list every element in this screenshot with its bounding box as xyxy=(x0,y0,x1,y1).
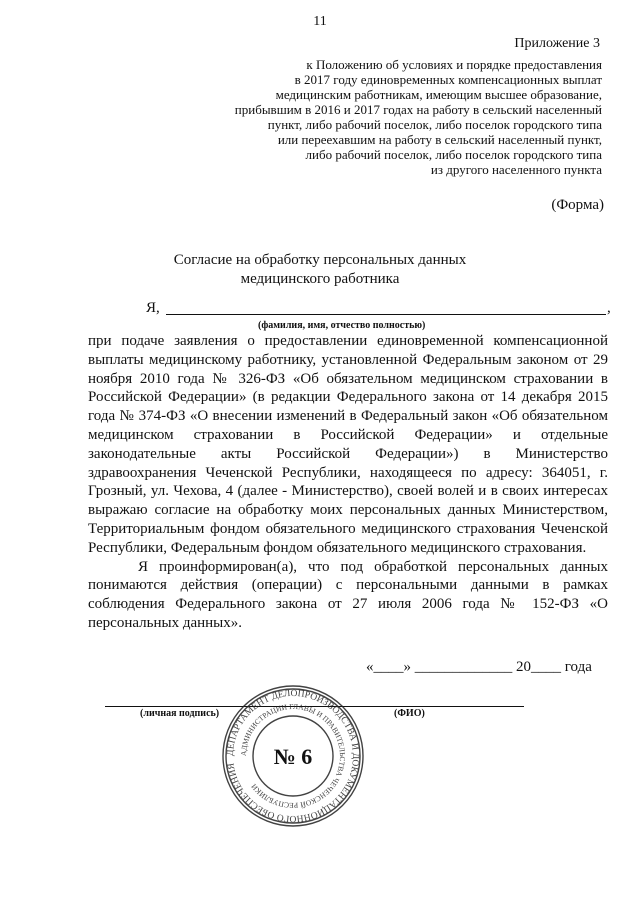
consent-comma: , xyxy=(607,300,611,316)
page-number: 11 xyxy=(313,14,327,29)
regulation-reference-line: пункт, либо рабочий поселок, либо поселок городского типа xyxy=(267,117,602,132)
stamp-outer-text: ДЕПАРТАМЕНТ ДЕЛОПРОИЗВОДСТВА И ДОКУМЕНТАЦИОННОГО ОБЕСПЕЧЕНИЯ xyxy=(225,688,361,824)
document-title xyxy=(100,251,540,289)
regulation-reference-line: из другого населенного пункта xyxy=(430,162,602,177)
date-line[interactable]: «____» _____________ 20____ года xyxy=(366,659,592,675)
regulation-reference-line: или переехавшим на работу в сельский населенный пункт, xyxy=(277,132,602,147)
consent-body xyxy=(88,332,608,633)
stamp-number: № 6 xyxy=(273,744,313,769)
regulation-reference xyxy=(182,57,602,177)
regulation-reference-line: к Положению об условиях и порядке предоставления xyxy=(306,57,602,72)
consent-paragraph: при подаче заявления о предоставлении единовременной компенсационной выплаты медицинскому работнику, установленной Федеральным законом от 29 ноября 2010 года № 326-ФЗ «Об обязательном медицинском страховании в Российской Федерации» (в редакции Федерального закона от 14 декабря 2015 года № 374-ФЗ «О внесении изменений в Федеральный закон «Об обязательном медицинском страховании в Российской Федерации» и отдельные законодательные акты Российской Федерации») в Министерство здравоохранения Чеченской Республики, находящееся по адресу: 364051, г. Грозный, ул. Чехова, 4 (далее - Министерство), своей волей и в своих интересах выражаю согласие на обработку моих персональных данных Министерством, Территориальным фондом обязательного медицинского страхования Чеченской Республики, Федеральным фондом обязательного медицинского страхования. xyxy=(88,333,608,556)
full-name-blank[interactable] xyxy=(166,314,606,315)
document-title-line: медицинского работника xyxy=(240,271,400,287)
official-stamp xyxy=(218,681,368,831)
regulation-reference-line: либо рабочий поселок, либо поселок городского типа xyxy=(305,147,602,162)
regulation-reference-line: прибывшим в 2016 и 2017 годах на работу в сельский населенный xyxy=(234,102,602,117)
consent-name-line xyxy=(88,300,611,320)
fio-hint: (ФИО) xyxy=(394,708,425,719)
form-label: (Форма) xyxy=(551,197,604,213)
regulation-reference-line: медицинским работникам, имеющим высшее образование, xyxy=(275,87,602,102)
informed-paragraph: Я проинформирован(а), что под обработкой персональных данных понимаются действия (операции) с персональными данными в рамках соблюдения Федерального закона от 27 июля 2006 года № 152-ФЗ «О персональных данных». xyxy=(88,558,608,631)
stamp-inner-text: АДМИНИСТРАЦИИ ГЛАВЫ И ПРАВИТЕЛЬСТВА ЧЕЧЕНСКОЙ РЕСПУБЛИКИ xyxy=(238,701,348,811)
signature-hint: (личная подпись) xyxy=(140,708,220,719)
full-name-hint: (фамилия, имя, отчество полностью) xyxy=(258,320,426,331)
regulation-reference-line: в 2017 году единовременных компенсационных выплат xyxy=(294,72,602,87)
consent-prefix: Я, xyxy=(146,300,160,316)
document-title-line: Согласие на обработку персональных данных xyxy=(173,252,467,268)
appendix-label: Приложение 3 xyxy=(514,36,600,51)
